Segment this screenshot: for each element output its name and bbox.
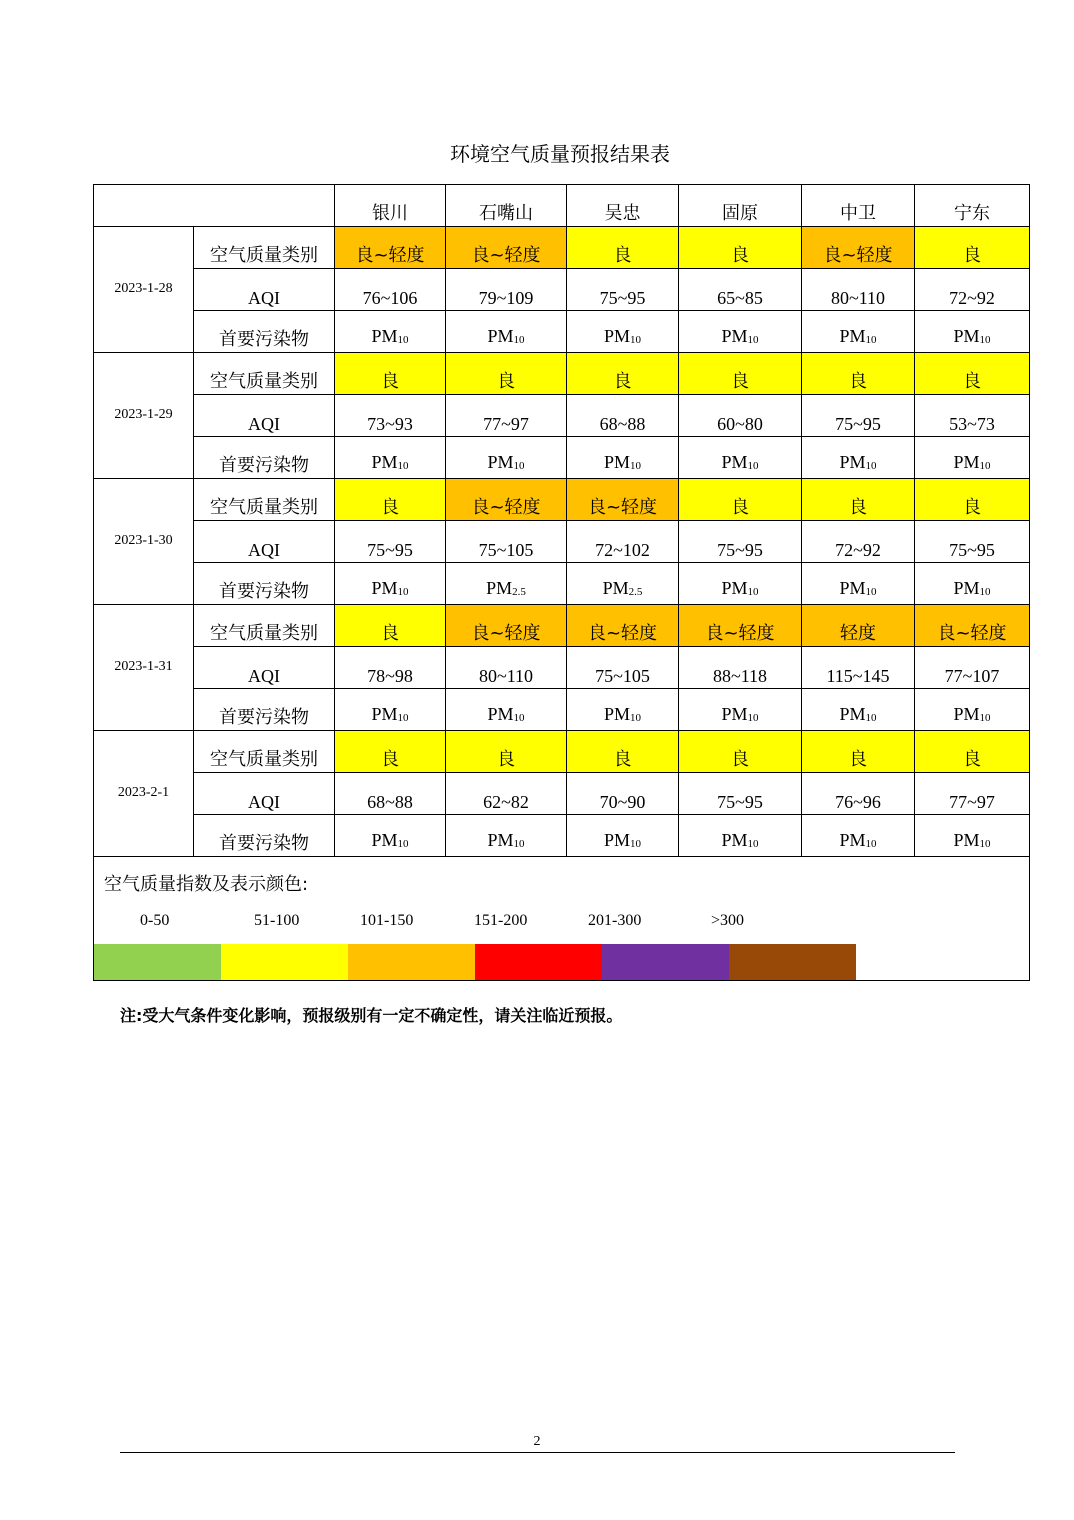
primary-pollutant-cell (915, 563, 1030, 605)
primary-pollutant-cell (915, 689, 1030, 731)
pollutant-subscript: 10 (513, 712, 525, 724)
pollutant-name: PM (721, 326, 748, 346)
category-row (94, 227, 1030, 269)
city-header: 石嘴山 (446, 185, 567, 227)
pollutant-name: PM (953, 326, 980, 346)
pollutant-subscript: 10 (513, 460, 525, 472)
air-quality-category-cell: 良 (679, 731, 802, 773)
pollutant-subscript: 10 (747, 334, 759, 346)
primary-pollutant-cell (679, 815, 802, 857)
primary-pollutant-cell (802, 311, 915, 353)
pollutant-subscript: 10 (747, 460, 759, 472)
category-row (94, 605, 1030, 647)
aqi-color-legend (93, 856, 1030, 981)
primary-pollutant-cell (335, 815, 446, 857)
forecast-date: 2023-1-29 (94, 353, 194, 479)
air-quality-category-cell: 良 (915, 227, 1030, 269)
air-quality-category-cell: 良 (567, 731, 679, 773)
legend-range-label: 101-150 (360, 912, 414, 929)
aqi-row (94, 773, 1030, 815)
row-label-category: 空气质量类别 (194, 479, 335, 521)
air-quality-category-cell: 良~轻度 (915, 605, 1030, 647)
city-header: 宁东 (915, 185, 1030, 227)
row-label-pollutant: 首要污染物 (194, 815, 335, 857)
aqi-range-cell: 115~145 (802, 647, 915, 689)
pollutant-subscript: 2.5 (512, 586, 526, 598)
pollutant-subscript: 10 (979, 334, 991, 346)
pollutant-name: PM (839, 704, 866, 724)
document-title: 环境空气质量预报结果表 (450, 142, 670, 166)
pollutant-name: PM (603, 452, 630, 472)
pollutant-name: PM (839, 830, 866, 850)
air-quality-category-cell: 良 (915, 731, 1030, 773)
city-header: 固原 (679, 185, 802, 227)
city-header: 吴忠 (567, 185, 679, 227)
pollutant-row (94, 311, 1030, 353)
pollutant-subscript: 10 (979, 838, 991, 850)
primary-pollutant-cell (335, 563, 446, 605)
pollutant-name: PM (371, 452, 398, 472)
primary-pollutant-cell (567, 311, 679, 353)
air-quality-category-cell: 良 (679, 353, 802, 395)
pollutant-name: PM (371, 830, 398, 850)
aqi-range-cell: 68~88 (567, 395, 679, 437)
aqi-range-cell: 77~107 (915, 647, 1030, 689)
pollutant-name: PM (487, 704, 514, 724)
primary-pollutant-cell (446, 563, 567, 605)
primary-pollutant-cell (802, 689, 915, 731)
aqi-row (94, 395, 1030, 437)
pollutant-subscript: 10 (979, 460, 991, 472)
pollutant-subscript: 10 (865, 460, 877, 472)
pollutant-name: PM (953, 704, 980, 724)
pollutant-name: PM (371, 704, 398, 724)
air-quality-category-cell: 良 (915, 353, 1030, 395)
aqi-range-cell: 77~97 (446, 395, 567, 437)
pollutant-subscript: 10 (397, 712, 409, 724)
category-row (94, 479, 1030, 521)
aqi-range-cell: 75~95 (679, 521, 802, 563)
pollutant-name: PM (371, 326, 398, 346)
pollutant-subscript: 10 (747, 712, 759, 724)
pollutant-subscript: 10 (397, 334, 409, 346)
pollutant-row (94, 563, 1030, 605)
row-label-aqi: AQI (194, 269, 335, 311)
aqi-range-cell: 76~96 (802, 773, 915, 815)
pollutant-subscript: 10 (865, 586, 877, 598)
air-quality-category-cell: 良 (679, 227, 802, 269)
pollutant-subscript: 10 (865, 712, 877, 724)
pollutant-row (94, 689, 1030, 731)
air-quality-category-cell: 良 (335, 479, 446, 521)
pollutant-row (94, 815, 1030, 857)
pollutant-name: PM (487, 452, 514, 472)
row-label-aqi: AQI (194, 521, 335, 563)
air-quality-category-cell: 良 (679, 479, 802, 521)
page-number: 2 (533, 1434, 541, 1449)
header-row (94, 185, 1030, 227)
legend-range-label: 51-100 (254, 912, 300, 929)
legend-title: 空气质量指数及表示颜色: (104, 874, 309, 895)
air-quality-category-cell: 良 (335, 353, 446, 395)
pollutant-subscript: 10 (979, 712, 991, 724)
primary-pollutant-cell (679, 437, 802, 479)
primary-pollutant-cell (915, 815, 1030, 857)
air-quality-category-cell: 良 (802, 479, 915, 521)
primary-pollutant-cell (802, 437, 915, 479)
pollutant-name: PM (721, 452, 748, 472)
row-label-pollutant: 首要污染物 (194, 563, 335, 605)
air-quality-category-cell: 良~轻度 (679, 605, 802, 647)
pollutant-subscript: 10 (513, 838, 525, 850)
aqi-range-cell: 77~97 (915, 773, 1030, 815)
primary-pollutant-cell (567, 815, 679, 857)
primary-pollutant-cell (335, 689, 446, 731)
row-label-aqi: AQI (194, 647, 335, 689)
pollutant-subscript: 10 (630, 460, 641, 472)
row-label-pollutant: 首要污染物 (194, 437, 335, 479)
aqi-row (94, 269, 1030, 311)
aqi-range-cell: 72~92 (915, 269, 1030, 311)
pollutant-name: PM (603, 830, 630, 850)
aqi-range-cell: 72~102 (567, 521, 679, 563)
forecast-date: 2023-1-30 (94, 479, 194, 605)
forecast-date: 2023-2-1 (94, 731, 194, 857)
aqi-range-cell: 76~106 (335, 269, 446, 311)
legend-range-label: 151-200 (474, 912, 528, 929)
aqi-range-cell: 72~92 (802, 521, 915, 563)
row-label-aqi: AQI (194, 773, 335, 815)
air-quality-category-cell: 良~轻度 (446, 605, 567, 647)
primary-pollutant-cell (446, 437, 567, 479)
row-label-aqi: AQI (194, 395, 335, 437)
air-quality-category-cell: 良 (567, 227, 679, 269)
aqi-range-cell: 60~80 (679, 395, 802, 437)
air-quality-category-cell: 良 (567, 353, 679, 395)
pollutant-subscript: 10 (397, 838, 409, 850)
pollutant-name: PM (486, 578, 513, 598)
primary-pollutant-cell (679, 689, 802, 731)
air-quality-category-cell: 轻度 (802, 605, 915, 647)
air-quality-category-cell: 良~轻度 (802, 227, 915, 269)
row-label-pollutant: 首要污染物 (194, 689, 335, 731)
primary-pollutant-cell (446, 689, 567, 731)
air-quality-category-cell: 良 (915, 479, 1030, 521)
pollutant-name: PM (839, 326, 866, 346)
aqi-range-cell: 75~105 (567, 647, 679, 689)
row-label-category: 空气质量类别 (194, 353, 335, 395)
pollutant-name: PM (721, 830, 748, 850)
legend-swatch-brown (729, 944, 856, 980)
pollutant-subscript: 2.5 (628, 586, 643, 598)
category-row (94, 353, 1030, 395)
pollutant-name: PM (602, 578, 629, 598)
legend-swatch-yellow (221, 944, 348, 980)
pollutant-name: PM (953, 578, 980, 598)
forecast-date: 2023-1-28 (94, 227, 194, 353)
pollutant-name: PM (603, 326, 630, 346)
pollutant-subscript: 10 (865, 334, 877, 346)
city-header: 中卫 (802, 185, 915, 227)
air-quality-category-cell: 良~轻度 (446, 227, 567, 269)
pollutant-subscript: 10 (630, 712, 641, 724)
primary-pollutant-cell (802, 563, 915, 605)
primary-pollutant-cell (915, 437, 1030, 479)
aqi-row (94, 521, 1030, 563)
primary-pollutant-cell (679, 563, 802, 605)
primary-pollutant-cell (335, 311, 446, 353)
legend-swatch-red (475, 944, 602, 980)
disclaimer-note: 注:受大气条件变化影响，预报级别有一定不确定性，请关注临近预报。 (120, 1006, 623, 1025)
primary-pollutant-cell (802, 815, 915, 857)
pollutant-subscript: 10 (397, 460, 409, 472)
pollutant-name: PM (839, 578, 866, 598)
air-quality-category-cell: 良~轻度 (446, 479, 567, 521)
air-quality-category-cell: 良 (446, 353, 567, 395)
pollutant-name: PM (603, 704, 630, 724)
aqi-range-cell: 78~98 (335, 647, 446, 689)
pollutant-row (94, 437, 1030, 479)
aqi-range-cell: 53~73 (915, 395, 1030, 437)
aqi-range-cell: 68~88 (335, 773, 446, 815)
aqi-row (94, 647, 1030, 689)
row-label-pollutant: 首要污染物 (194, 311, 335, 353)
air-quality-category-cell: 良 (802, 353, 915, 395)
pollutant-subscript: 10 (865, 838, 877, 850)
air-quality-category-cell: 良 (802, 731, 915, 773)
legend-range-label: 201-300 (588, 912, 642, 929)
pollutant-subscript: 10 (979, 586, 991, 598)
primary-pollutant-cell (335, 437, 446, 479)
row-label-category: 空气质量类别 (194, 227, 335, 269)
pollutant-name: PM (487, 830, 514, 850)
air-quality-category-cell: 良~轻度 (335, 227, 446, 269)
pollutant-name: PM (721, 704, 748, 724)
aqi-range-cell: 75~95 (567, 269, 679, 311)
forecast-table (93, 184, 1030, 857)
aqi-range-cell: 75~95 (335, 521, 446, 563)
footer-divider (120, 1452, 955, 1453)
aqi-range-cell: 88~118 (679, 647, 802, 689)
legend-swatch-good-green (94, 944, 221, 980)
pollutant-subscript: 10 (513, 334, 525, 346)
primary-pollutant-cell (446, 815, 567, 857)
category-row (94, 731, 1030, 773)
pollutant-name: PM (953, 452, 980, 472)
aqi-range-cell: 70~90 (567, 773, 679, 815)
pollutant-subscript: 10 (747, 586, 759, 598)
primary-pollutant-cell (567, 689, 679, 731)
pollutant-name: PM (953, 830, 980, 850)
pollutant-name: PM (371, 578, 398, 598)
legend-swatch-purple (602, 944, 729, 980)
air-quality-category-cell: 良~轻度 (567, 605, 679, 647)
pollutant-subscript: 10 (747, 838, 759, 850)
city-header: 银川 (335, 185, 446, 227)
air-quality-category-cell: 良 (335, 731, 446, 773)
legend-range-label: >300 (711, 912, 745, 929)
aqi-range-cell: 62~82 (446, 773, 567, 815)
aqi-range-cell: 79~109 (446, 269, 567, 311)
primary-pollutant-cell (567, 437, 679, 479)
pollutant-name: PM (839, 452, 866, 472)
primary-pollutant-cell (915, 311, 1030, 353)
aqi-range-cell: 80~110 (446, 647, 567, 689)
air-quality-category-cell: 良 (335, 605, 446, 647)
aqi-range-cell: 75~105 (446, 521, 567, 563)
aqi-range-cell: 75~95 (679, 773, 802, 815)
air-quality-category-cell: 良 (446, 731, 567, 773)
forecast-date: 2023-1-31 (94, 605, 194, 731)
corner-cell (94, 185, 335, 227)
air-quality-category-cell: 良~轻度 (567, 479, 679, 521)
row-label-category: 空气质量类别 (194, 605, 335, 647)
primary-pollutant-cell (446, 311, 567, 353)
primary-pollutant-cell (567, 563, 679, 605)
pollutant-subscript: 10 (630, 334, 641, 346)
primary-pollutant-cell (679, 311, 802, 353)
legend-swatch-orange (348, 944, 475, 980)
row-label-category: 空气质量类别 (194, 731, 335, 773)
pollutant-subscript: 10 (630, 838, 641, 850)
pollutant-subscript: 10 (397, 586, 409, 598)
aqi-range-cell: 80~110 (802, 269, 915, 311)
pollutant-name: PM (487, 326, 514, 346)
aqi-range-cell: 65~85 (679, 269, 802, 311)
aqi-range-cell: 75~95 (802, 395, 915, 437)
pollutant-name: PM (721, 578, 748, 598)
aqi-range-cell: 73~93 (335, 395, 446, 437)
aqi-range-cell: 75~95 (915, 521, 1030, 563)
legend-range-label: 0-50 (140, 912, 170, 929)
